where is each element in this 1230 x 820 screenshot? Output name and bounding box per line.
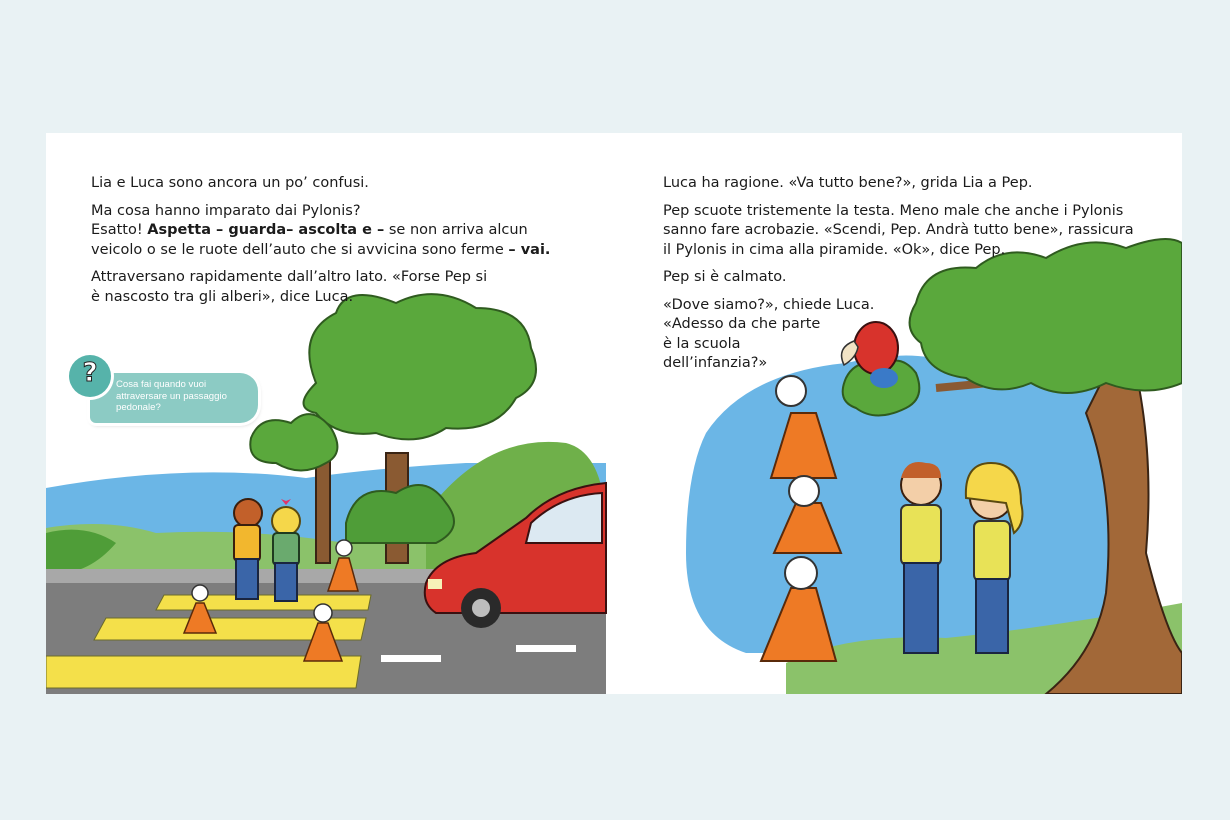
right-paragraph-2: Pep scuote tristemente la testa. Meno male che anche i Pylonis sanno fare acrobazie. «Scendi, Pep. Andrà tutto bene», rassicura il Pylonis in cima alla piramide. «Ok», dice Pep. [663,202,1134,258]
right-paragraph-4-line-2: «Adesso da che parte [663,316,821,332]
question-mark-icon [69,355,111,397]
vai-text: – vai. [508,241,551,258]
veicolo-text: veicolo o se le ruote dell’auto che si avvicina sono ferme [91,241,504,258]
left-paragraph-2-line-2 [91,221,571,241]
question-mark-glyph: ? [82,358,98,388]
aspetta-guarda-ascolta: Aspetta – guarda– ascolta e – [147,222,385,238]
right-page-text [663,174,1163,374]
left-illustration [46,294,606,694]
right-paragraph-4 [663,296,1163,374]
book-spread [46,133,1182,694]
right-paragraph-4-line-3: è la scuola [663,335,741,352]
left-paragraph-1: Lia e Luca sono ancora un po’ confusi. [91,175,369,191]
left-page-text [91,174,571,315]
esatto-text: Esatto! [91,222,143,238]
right-paragraph-3: Pep si è calmato. [663,269,787,285]
right-paragraph-4-line-1: «Dove siamo?», chiede Luca. [663,296,875,313]
left-paragraph-2-rest: se non arriva alcun [388,222,528,238]
right-paragraph-1: Luca ha ragione. «Va tutto bene?», grida Lia a Pep. [663,175,1033,191]
left-paragraph-2-line-1: Ma cosa hanno imparato dai Pylonis? [91,202,361,219]
right-paragraph-4-line-4: dell’infanzia?» [663,355,768,371]
left-paragraph-2-line-3 [91,241,571,261]
left-paragraph-2 [91,202,571,261]
question-bubble [90,373,258,423]
question-text: Cosa fai quando vuoi attraversare un passaggio pedonale? [116,379,227,413]
left-paragraph-3: Attraversano rapidamente dall’altro lato. «Forse Pep si è nascosto tra gli alberi», dice Luca. [91,269,488,305]
